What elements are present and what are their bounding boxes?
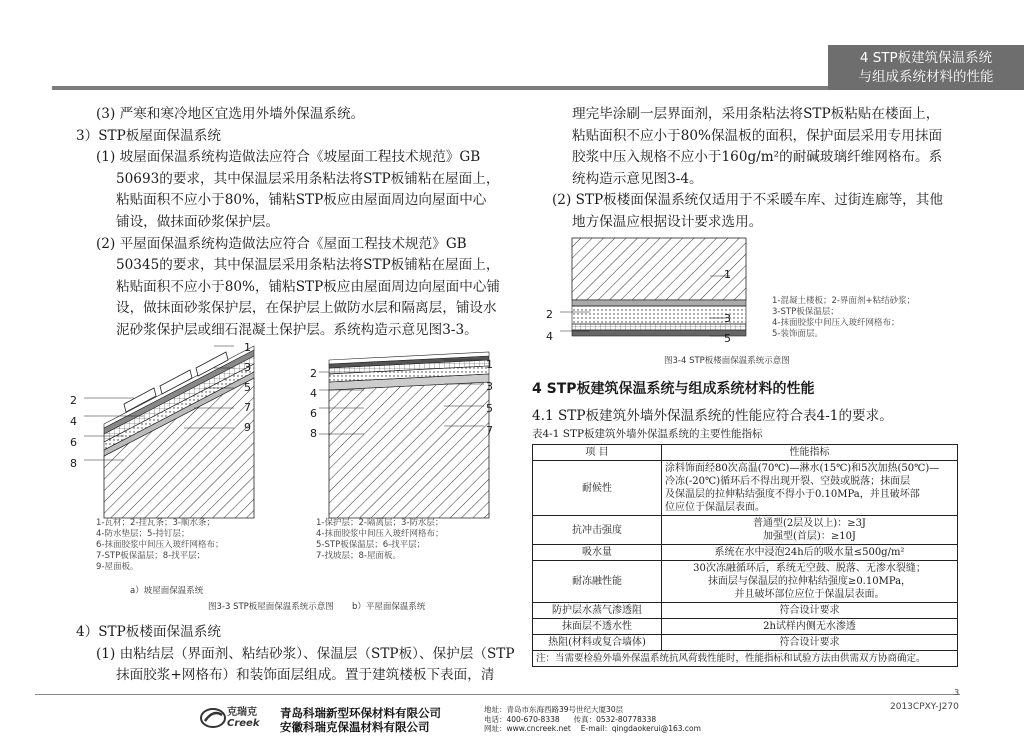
flat-roof-drawing	[329, 352, 489, 518]
row-item: 抹面层不透水性	[533, 619, 662, 635]
contact-email[interactable]: E-mail：qingdaokerui@163.com	[580, 724, 701, 733]
paragraph-floor-l2: 抹面胶浆+网格布）和装饰面层组成。置于建筑楼板下表面，清	[116, 667, 495, 684]
legend-line: 4-防水垫层；5-持钉层；	[96, 529, 190, 539]
fig33a-label: 7	[244, 401, 251, 414]
fig33a-label: 9	[244, 421, 251, 434]
paragraph-flat-roof-l1: (2) 平屋面保温系统构造做法应符合《屋面工程技术规范》GB	[96, 235, 467, 252]
fig34-caption: 图3-4 STP板楼面保温系统示意图	[664, 356, 790, 366]
header-item: 项 目	[533, 445, 662, 461]
paragraph-floor-cont-l3: 胶浆中压入规格不应小于160g/m²的耐碱玻璃纤维网格布。系	[572, 149, 943, 166]
row-spec: 符合设计要求	[662, 603, 958, 619]
contact-fax: 传真：0532-80778338	[573, 714, 657, 724]
row-spec: 符合设计要求	[662, 635, 958, 651]
paragraph-flat-roof-l3: 粘贴面积不应小于80%，铺粘STP板应由屋面周边向屋面中心铺	[116, 278, 500, 295]
spec-line: 普通型(2层及以上)：≥3J	[753, 518, 866, 529]
section-41-text: 4.1 STP板建筑外墙外保温系统的性能应符合表4-1的要求。	[532, 408, 893, 424]
row-spec: 系统在水中浸泡24h后的吸水量≤500g/m²	[662, 545, 958, 561]
spec-line: 位应位于保温层表面。	[665, 502, 765, 513]
row-item: 耐候性	[533, 461, 662, 516]
company-names	[280, 706, 441, 734]
figure-3-3-drawing	[64, 338, 504, 528]
paragraph-floor-cont-l4: 统构造示意见图3-4。	[572, 170, 703, 187]
heading-roof-system: 3）STP板屋面保温系统	[76, 127, 221, 144]
legend-line: 7-STP板保温层；8-找平层；	[96, 551, 206, 561]
table-row	[533, 635, 958, 651]
legend-line: 7-找坡层；8-屋面板。	[316, 551, 401, 561]
spec-line: 30次冻融循环后，系统无空鼓、脱落、无渗水裂缝；	[693, 563, 926, 574]
fig34-label: 2	[546, 308, 553, 321]
spec-line: 涂料饰面经80次高温(70℃)—淋水(15℃)和5次加热(50℃)—	[665, 463, 940, 474]
contact-web-email	[484, 724, 744, 734]
fig33a-label: 3	[244, 361, 251, 374]
table-row	[533, 619, 958, 635]
fig34-labels-left	[546, 304, 553, 348]
logo-cn: 克瑞克	[227, 707, 257, 718]
company-name-2: 安徽科瑞克保温材料有限公司	[280, 720, 430, 734]
paragraph-floor-l1: (1) 由粘结层（界面剂、粘结砂浆）、保温层（STP板）、保护层（STP	[96, 645, 515, 662]
legend-line: 9-屋面板。	[96, 562, 139, 572]
contact-web[interactable]: 网址：www.cncreek.net	[484, 724, 571, 733]
fig33b-labels-right	[486, 354, 493, 442]
paragraph-flat-roof-l5: 泥砂浆保护层或细石混凝土保护层。系统构造示意见图3-3。	[116, 321, 478, 338]
legend-line: 4-抹面胶浆中间压入玻纤网格布；	[316, 529, 444, 539]
fig34-label-3: 3	[724, 312, 731, 325]
paragraph-flat-roof-l2: 50345的要求，其中保温层采用条粘法将STP板铺粘在屋面上，	[116, 257, 500, 274]
table-row	[533, 603, 958, 619]
table-row	[533, 561, 958, 603]
section-4-heading: 4 STP板建筑保温系统与组成系统材料的性能	[532, 381, 815, 397]
spec-line: 及保温层的拉伸粘结强度不得小于0.10MPa，并且破坏部	[665, 489, 920, 500]
legend-line: 1-混凝土楼板；2-界面剂+粘结砂浆；	[772, 296, 916, 306]
creek-logo-icon	[200, 707, 226, 729]
fig33a-label: 2	[70, 394, 77, 407]
table-row	[533, 545, 958, 561]
spec-line: 加强型(首层)：≥10J	[763, 531, 856, 542]
fig33a-labels-right	[244, 338, 251, 438]
paragraph-pitched-roof-l4: 铺设，做抹面砂浆保护层。	[116, 213, 280, 230]
fig33a-label: 4	[70, 415, 77, 428]
logo-text	[227, 707, 260, 729]
fig33b-label: 4	[310, 387, 317, 400]
logo-en: Creek	[227, 718, 260, 729]
performance-table	[532, 444, 958, 667]
row-spec	[662, 561, 958, 603]
fig33b-label: 5	[486, 402, 493, 415]
paragraph-floor-cont-l1: 理完毕涂刷一层界面剂，采用条粘法将STP板粘贴在楼面上，	[572, 106, 940, 122]
row-item: 防护层水蒸气渗透阻	[533, 603, 662, 619]
heading-floor-system: 4）STP板楼面保温系统	[76, 624, 221, 640]
doc-code: 2013CPXY-J270	[890, 702, 959, 712]
paragraph-garage-l1: (2) STP板楼面保温系统仅适用于不采暖车库、过街连廊等，其他	[552, 192, 943, 209]
table-header-row	[533, 445, 958, 461]
fig33a-label: 6	[70, 436, 77, 449]
paragraph-cold-region: (3) 严寒和寒冷地区宜选用外墙外保温系统。	[96, 106, 365, 122]
spec-line: 抹面层与保温层的拉伸粘结强度≥0.10MPa，	[707, 576, 912, 587]
table-note: 注：当需要检验外墙外保温系统抗风荷载性能时，性能指标和试验方法由供需双方协商确定。	[533, 651, 958, 667]
fig33a-label: 1	[244, 341, 251, 354]
table-title: 表4-1 STP板建筑外墙外保温系统的主要性能指标	[532, 428, 763, 440]
row-spec	[662, 516, 958, 545]
fig33-caption: 图3-3 STP板屋面保温系统示意图	[208, 602, 334, 612]
fig33a-label: 5	[244, 381, 251, 394]
paragraph-flat-roof-l4: 设，做抹面砂浆保护层，在保护层上做防水层和隔离层，铺设水	[116, 300, 497, 317]
row-item: 抗冲击强度	[533, 516, 662, 545]
row-item: 耐冻融性能	[533, 561, 662, 603]
fig33b-label: 8	[310, 427, 317, 440]
pitched-roof-drawing	[104, 346, 254, 518]
legend-line: 5-STP板保温层；6-找平层；	[316, 540, 426, 550]
legend-line: 4-抹面胶浆中间压入玻纤网格布；	[772, 318, 900, 328]
table-row	[533, 516, 958, 545]
chapter-header	[828, 45, 1024, 90]
fig33b-legend	[316, 518, 516, 562]
footer-rule	[35, 694, 960, 695]
contact-address: 地址：青岛市东海西路39号世纪大厦30层	[484, 705, 624, 714]
left-text-top	[76, 104, 516, 342]
fig33b-label: 2	[310, 367, 317, 380]
table-row	[533, 461, 958, 516]
row-item: 吸水量	[533, 545, 662, 561]
table-note-row	[533, 651, 958, 667]
paragraph-pitched-roof-l3: 粘贴面积不应小于80%，铺粘STP板应由屋面周边向屋面中心	[116, 192, 487, 209]
fig33b-caption: b）平屋面保温系统	[352, 602, 426, 612]
paragraph-pitched-roof-l1: (1) 坡屋面保温系统构造做法应符合《坡屋面工程技术规范》GB	[96, 149, 481, 166]
contact-phone-fax	[484, 715, 744, 725]
paragraph-pitched-roof-l2: 50693的要求，其中保温层采用条粘法将STP板铺粘在屋面上，	[116, 170, 500, 187]
chapter-title-line2: 与组成系统材料的性能	[858, 69, 994, 85]
row-item: 热阻(材料或复合墙体)	[533, 635, 662, 651]
header-rule	[52, 86, 828, 90]
fig33a-caption: a）坡屋面保温系统	[130, 586, 204, 596]
fig34-legend	[772, 296, 972, 340]
fig33b-label: 1	[486, 358, 493, 371]
fig33b-labels-left	[310, 364, 317, 444]
spec-line: 冷冻(-20℃)循环后不得出现开裂、空鼓或脱落；抹面层	[665, 476, 911, 487]
legend-line: 3-STP板保温层；	[772, 307, 839, 317]
company-name-1: 青岛科瑞新型环保材料有限公司	[280, 706, 441, 720]
right-text-top	[552, 104, 972, 234]
legend-line: 5-装饰面层。	[772, 329, 823, 339]
spec-line: 并且破坏部位应位于保温层表面。	[734, 589, 885, 600]
header-spec: 性能指标	[662, 445, 958, 461]
fig33a-label: 8	[70, 457, 77, 470]
fig33a-legend	[96, 518, 296, 573]
contact-phone: 电话：400-670-8338	[484, 714, 560, 724]
row-spec	[662, 461, 958, 516]
fig33b-label: 6	[310, 407, 317, 420]
legend-line: 6-抹面胶浆中间压入玻纤网格布；	[96, 540, 224, 550]
fig34-label: 4	[546, 330, 553, 343]
row-spec: 2h试样内侧无水渗透	[662, 619, 958, 635]
legend-line: 1-保护层；2-隔离层；3-防水层；	[316, 518, 444, 528]
fig34-label-5: 5	[724, 332, 731, 345]
paragraph-floor-cont-l2: 粘贴面积不应小于80%保温板的面积，保护面层采用专用抹面	[572, 127, 943, 144]
page-number: 3	[954, 688, 960, 697]
left-text-bottom	[76, 622, 516, 687]
fig33b-label: 7	[486, 424, 493, 437]
fig33a-labels-left	[70, 390, 77, 474]
fig34-label-1: 1	[724, 268, 731, 281]
fig33b-label: 3	[486, 380, 493, 393]
paragraph-garage-l2: 地方保温应根据设计要求选用。	[572, 213, 763, 230]
chapter-title-line1: 4 STP板建筑保温系统	[859, 50, 993, 66]
contact-info	[484, 705, 744, 734]
legend-line: 1-瓦材；2-挂瓦条；3-顺水条；	[96, 518, 215, 528]
